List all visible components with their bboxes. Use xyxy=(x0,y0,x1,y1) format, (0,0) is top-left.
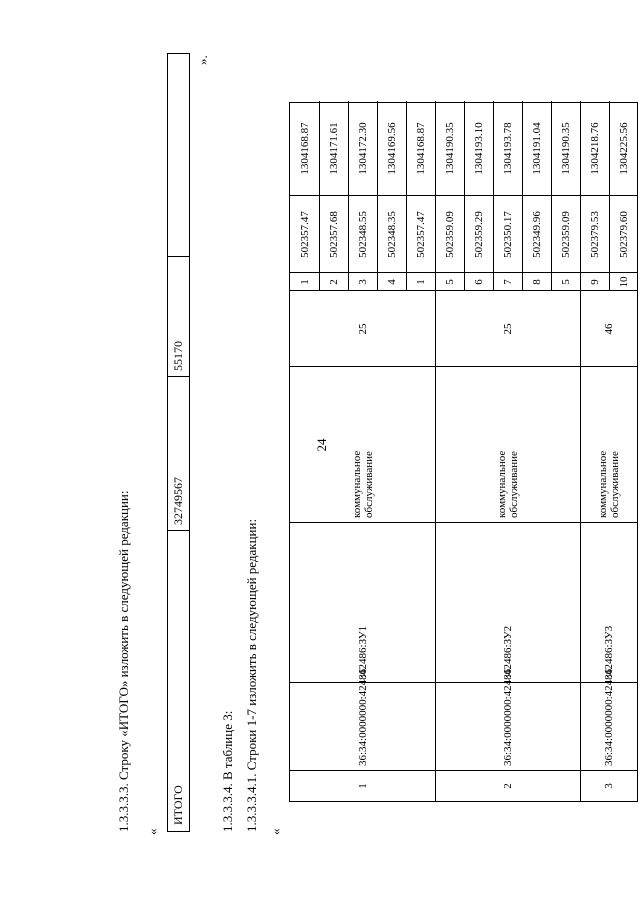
point-row-divider xyxy=(377,101,378,291)
area-value: 25 xyxy=(501,323,514,335)
point-row-divider xyxy=(609,101,610,291)
coord-x: 502357.68 xyxy=(327,211,340,258)
coord-x: 502350.17 xyxy=(501,211,514,258)
permitted-use xyxy=(580,367,638,523)
point-row-divider xyxy=(406,101,407,291)
itogo-value-2: 55170 xyxy=(171,341,185,371)
cadastral-number: 36:34:0000000:42486 xyxy=(501,668,514,766)
point-id: 1 xyxy=(298,279,311,285)
page-number: 24 xyxy=(314,438,329,452)
point-id: 2 xyxy=(327,279,340,285)
permitted-use xyxy=(290,367,435,523)
parcels-table xyxy=(289,102,638,802)
coord-x: 502348.35 xyxy=(385,211,398,258)
area-value: 46 xyxy=(603,323,615,335)
coord-y: 1304191.04 xyxy=(530,122,543,175)
paragraph-rows: 1.3.3.3.4.1. Строки 1-7 изложить в следующей редакции: xyxy=(244,518,259,832)
coord-x: 502357.47 xyxy=(414,211,427,258)
point-id: 1 xyxy=(414,279,427,285)
permitted-use-text: коммунальное обслуживание xyxy=(495,450,520,518)
point-row-divider xyxy=(348,101,349,291)
coord-x: 502359.09 xyxy=(559,211,572,258)
point-row-divider xyxy=(551,101,552,291)
paragraph-table3: 1.3.3.3.4. В таблице 3: xyxy=(220,710,235,832)
itogo-value-1: 32749567 xyxy=(171,477,185,525)
coord-y: 1304218.76 xyxy=(588,122,601,175)
coord-y: 1304169.56 xyxy=(385,122,398,175)
point-id: 3 xyxy=(356,279,369,285)
coord-y: 1304190.35 xyxy=(443,122,456,175)
coord-y: 1304168.87 xyxy=(298,122,311,175)
coord-x: 502379.60 xyxy=(617,211,630,258)
permitted-use-text: коммунальное обслуживание xyxy=(597,450,621,518)
parcel-id: :42486:ЗУ1 xyxy=(356,625,369,678)
coord-x: 502349.96 xyxy=(530,211,543,258)
itogo-table xyxy=(167,53,190,832)
point-id: 7 xyxy=(501,279,514,285)
point-id: 10 xyxy=(617,276,630,288)
coord-x: 502359.09 xyxy=(443,211,456,258)
close-quote: ». xyxy=(195,55,210,65)
row-number: 3 xyxy=(603,783,615,789)
point-row-divider xyxy=(319,101,320,291)
point-row-divider xyxy=(493,101,494,291)
open-quote-2: « xyxy=(268,828,283,835)
coord-y: 1304172.30 xyxy=(356,122,369,175)
cadastral-number: 36:34:0000000:42486 xyxy=(603,668,615,766)
coord-x: 502348.55 xyxy=(356,211,369,258)
coord-y: 1304225.56 xyxy=(617,122,630,175)
coord-x: 502359.29 xyxy=(472,211,485,258)
point-row-divider xyxy=(522,101,523,291)
permitted-use-text: коммунальное обслуживание xyxy=(350,450,375,518)
itogo-value-3 xyxy=(168,53,189,257)
point-id: 9 xyxy=(588,279,601,285)
point-id: 5 xyxy=(559,279,572,285)
paragraph-itogo: 1.3.3.3.3. Строку «ИТОГО» изложить в следующей редакции: xyxy=(116,490,131,832)
row-number: 2 xyxy=(501,783,514,789)
coord-y: 1304193.10 xyxy=(472,122,485,175)
itogo-label: ИТОГО xyxy=(171,785,185,825)
row-number: 1 xyxy=(356,783,369,789)
point-id: 5 xyxy=(443,279,456,285)
point-id: 8 xyxy=(530,279,543,285)
point-row-divider xyxy=(464,101,465,291)
coord-y: 1304171.61 xyxy=(327,122,340,175)
coord-x: 502357.47 xyxy=(298,211,311,258)
coord-y: 1304193.78 xyxy=(501,122,514,175)
parcel-id: :42486:ЗУ3 xyxy=(603,625,615,678)
area-value: 25 xyxy=(356,323,369,335)
point-id: 6 xyxy=(472,279,485,285)
point-id: 4 xyxy=(385,279,398,285)
open-quote: « xyxy=(145,828,160,835)
parcel-id: :42486:ЗУ2 xyxy=(501,625,514,678)
coord-x: 502379.53 xyxy=(588,211,601,258)
permitted-use xyxy=(435,367,580,523)
coord-y: 1304190.35 xyxy=(559,122,572,175)
coord-y: 1304168.87 xyxy=(414,122,427,175)
cadastral-number: 36:34:0000000:42486 xyxy=(356,668,369,766)
